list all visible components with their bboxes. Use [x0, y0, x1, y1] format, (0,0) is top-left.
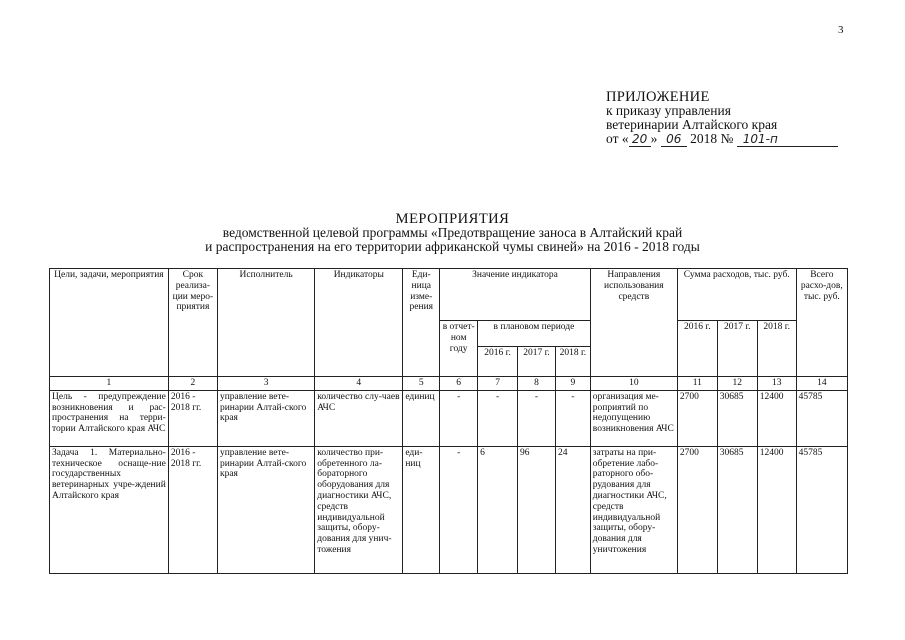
column-number: 6	[440, 377, 478, 391]
term-cell: 2016 - 2018 гг.	[168, 446, 217, 573]
plan-2018-cell: -	[555, 390, 590, 446]
table-row	[50, 446, 848, 573]
header-indicators: Индикаторы	[315, 269, 403, 377]
date-mid: »	[650, 131, 658, 146]
page-number: 3	[838, 24, 844, 36]
header-unit: Еди-ница изме-рения	[403, 269, 440, 377]
goal-cell: Задача 1. Материально-техническое оснаще-ние государственных ветеринарных учре-ждений Алтайского края	[50, 446, 169, 573]
header-plan-2017: 2017 г.	[518, 347, 556, 377]
header-reporting-year: в отчет-ном году	[440, 321, 478, 377]
header-indicator-value: Значение индикатора	[440, 269, 591, 321]
column-numbers-row	[50, 377, 848, 391]
reporting-cell: -	[440, 390, 478, 446]
header-expenses: Сумма расходов, тыс. руб.	[677, 269, 796, 321]
header-plan-2018: 2018 г.	[555, 347, 590, 377]
expense-2016-cell: 2700	[677, 390, 717, 446]
column-number: 1	[50, 377, 169, 391]
unit-cell: единиц	[403, 390, 440, 446]
header-direction: Направления использования средств	[590, 269, 677, 377]
total-cell: 45785	[796, 446, 847, 573]
column-number: 2	[168, 377, 217, 391]
executor-cell: управление вете-ринарии Алтай-ского края	[217, 446, 314, 573]
direction-cell: организация ме-роприятий по недопущению возникновения АЧС	[590, 390, 677, 446]
header-goals: Цели, задачи, мероприятия	[50, 269, 169, 377]
order-number: 101-п	[737, 132, 838, 147]
column-number: 14	[796, 377, 847, 391]
plan-2016-cell: 6	[478, 446, 518, 573]
heading-line-2: и распространения на его территории африканской чумы свиней» на 2016 - 2018 годы	[205, 239, 700, 254]
plan-2017-cell: 96	[518, 446, 556, 573]
expense-2017-cell: 30685	[717, 446, 757, 573]
date-prefix: от «	[606, 131, 629, 146]
column-number: 10	[590, 377, 677, 391]
unit-cell: еди-ниц	[403, 446, 440, 573]
header-total: Всего расхо-дов, тыс. руб.	[796, 269, 847, 377]
appendix-title: ПРИЛОЖЕНИЕ	[606, 89, 710, 105]
indicator-cell: количество слу-чаев АЧС	[315, 390, 403, 446]
reporting-cell: -	[440, 446, 478, 573]
plan-2018-cell: 24	[555, 446, 590, 573]
column-number: 3	[217, 377, 314, 391]
column-number: 13	[757, 377, 796, 391]
plan-2016-cell: -	[478, 390, 518, 446]
column-number: 9	[555, 377, 590, 391]
expense-2016-cell: 2700	[677, 446, 717, 573]
header-plan-2016: 2016 г.	[478, 347, 518, 377]
indicator-cell: количество при-обретенного ла-бораторного оборудования для диагностики АЧС, средств индивидуальной защиты, обору-дования для унич-тожения	[315, 446, 403, 573]
column-number: 7	[478, 377, 518, 391]
column-number: 12	[717, 377, 757, 391]
header-term: Срок реализа-ции меро-приятия	[168, 269, 217, 377]
appendix-line-1: к приказу управления	[606, 103, 731, 118]
header-planned-period: в плановом периоде	[478, 321, 591, 347]
column-number: 8	[518, 377, 556, 391]
heading-line-1: ведомственной целевой программы «Предотвращение заноса в Алтайский край	[222, 225, 683, 240]
date-year: 2018 №	[690, 131, 734, 146]
heading-title: МЕРОПРИЯТИЯ	[395, 211, 510, 227]
expense-2017-cell: 30685	[717, 390, 757, 446]
column-number: 4	[315, 377, 403, 391]
appendix-block	[606, 90, 838, 147]
document-heading	[0, 212, 905, 254]
date-day: 20	[629, 132, 651, 147]
table-row	[50, 390, 848, 446]
expense-2018-cell: 12400	[757, 390, 796, 446]
term-cell: 2016 - 2018 гг.	[168, 390, 217, 446]
header-exp-2018: 2018 г.	[757, 321, 796, 377]
total-cell: 45785	[796, 390, 847, 446]
expense-2018-cell: 12400	[757, 446, 796, 573]
header-exp-2017: 2017 г.	[717, 321, 757, 377]
date-month: 06	[661, 132, 687, 147]
executor-cell: управление вете-ринарии Алтай-ского края	[217, 390, 314, 446]
appendix-line-2: ветеринарии Алтайского края	[606, 117, 778, 132]
measures-table	[49, 268, 848, 574]
plan-2017-cell: -	[518, 390, 556, 446]
column-number: 11	[677, 377, 717, 391]
goal-cell: Цель - предупреждение возникновения и рас-пространения на терри-тории Алтайского края АЧС	[50, 390, 169, 446]
appendix-date-line	[606, 132, 838, 147]
header-exp-2016: 2016 г.	[677, 321, 717, 377]
header-executor: Исполнитель	[217, 269, 314, 377]
column-number: 5	[403, 377, 440, 391]
direction-cell: затраты на при-обретение лабо-раторного обо-рудования для диагностики АЧС, средств индивидуальной защиты, обору-дования для уничтожения	[590, 446, 677, 573]
